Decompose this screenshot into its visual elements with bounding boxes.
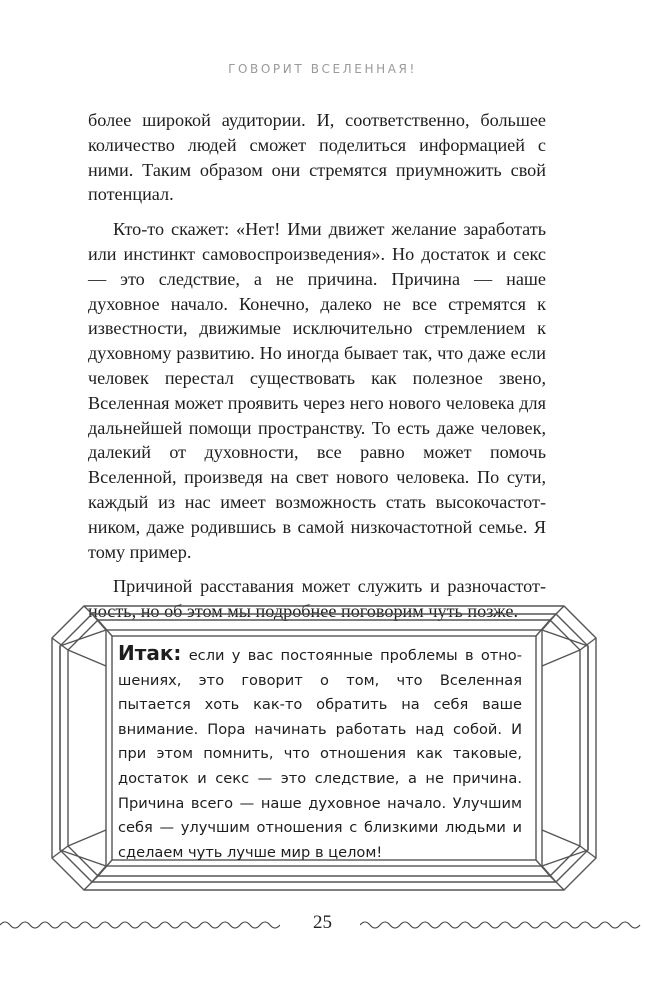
- summary-lead: Итак:: [118, 641, 182, 665]
- paragraph: более широкой аудитории. И, соответственно, большее количество людей сможет поделиться информацией с ними. Таким образом они стремятся приумножить свой потенциал.: [88, 110, 546, 205]
- page-number: 25: [313, 912, 332, 933]
- paragraph: Причиной расставания может служить и разночастотность, но об этом мы подробнее поговорим чуть позже.: [88, 576, 546, 622]
- summary-body: если у вас постоянные проблемы в отношениях, это говорит о том, что Вселенная пытается хоть как-то обратить на себя ваше внимание. Пора начинать работать над собой. И при этом помнить, что отношения как таковые, достаток и секс — это следствие, а не причина. Причина всего — наше духовное начало. Улучшим себя — улучшим отношения с близкими людьми и сделаем чуть лучше мир в целом!: [118, 647, 522, 861]
- running-header: ГОВОРИТ ВСЕЛЕННАЯ!: [228, 62, 417, 76]
- main-text: [88, 108, 546, 634]
- paragraph: Кто-то скажет: «Нет! Ими движет желание заработать или инстинкт самовоспроизведения». Но достаток и секс — это следствие, а не причина. Причина — наше духовное начало. Конечно, далеко не все стремятся к известности, движимые исключительно стремлением к духовному развитию. Но иногда бывает так, что даже если человек перестал существовать как полезное звено, Вселенная может проявить через него нового человека для дальнейшей помощи пространству. То есть даже человек, далекий от духовности, все равно может помочь Вселенной, произведя на свет нового человека. По сути, каждый из нас имеет возможность стать высокочастотником, даже родившись в самой низкочастотной семье. Я тому пример.: [88, 219, 546, 562]
- summary-box: [118, 641, 522, 865]
